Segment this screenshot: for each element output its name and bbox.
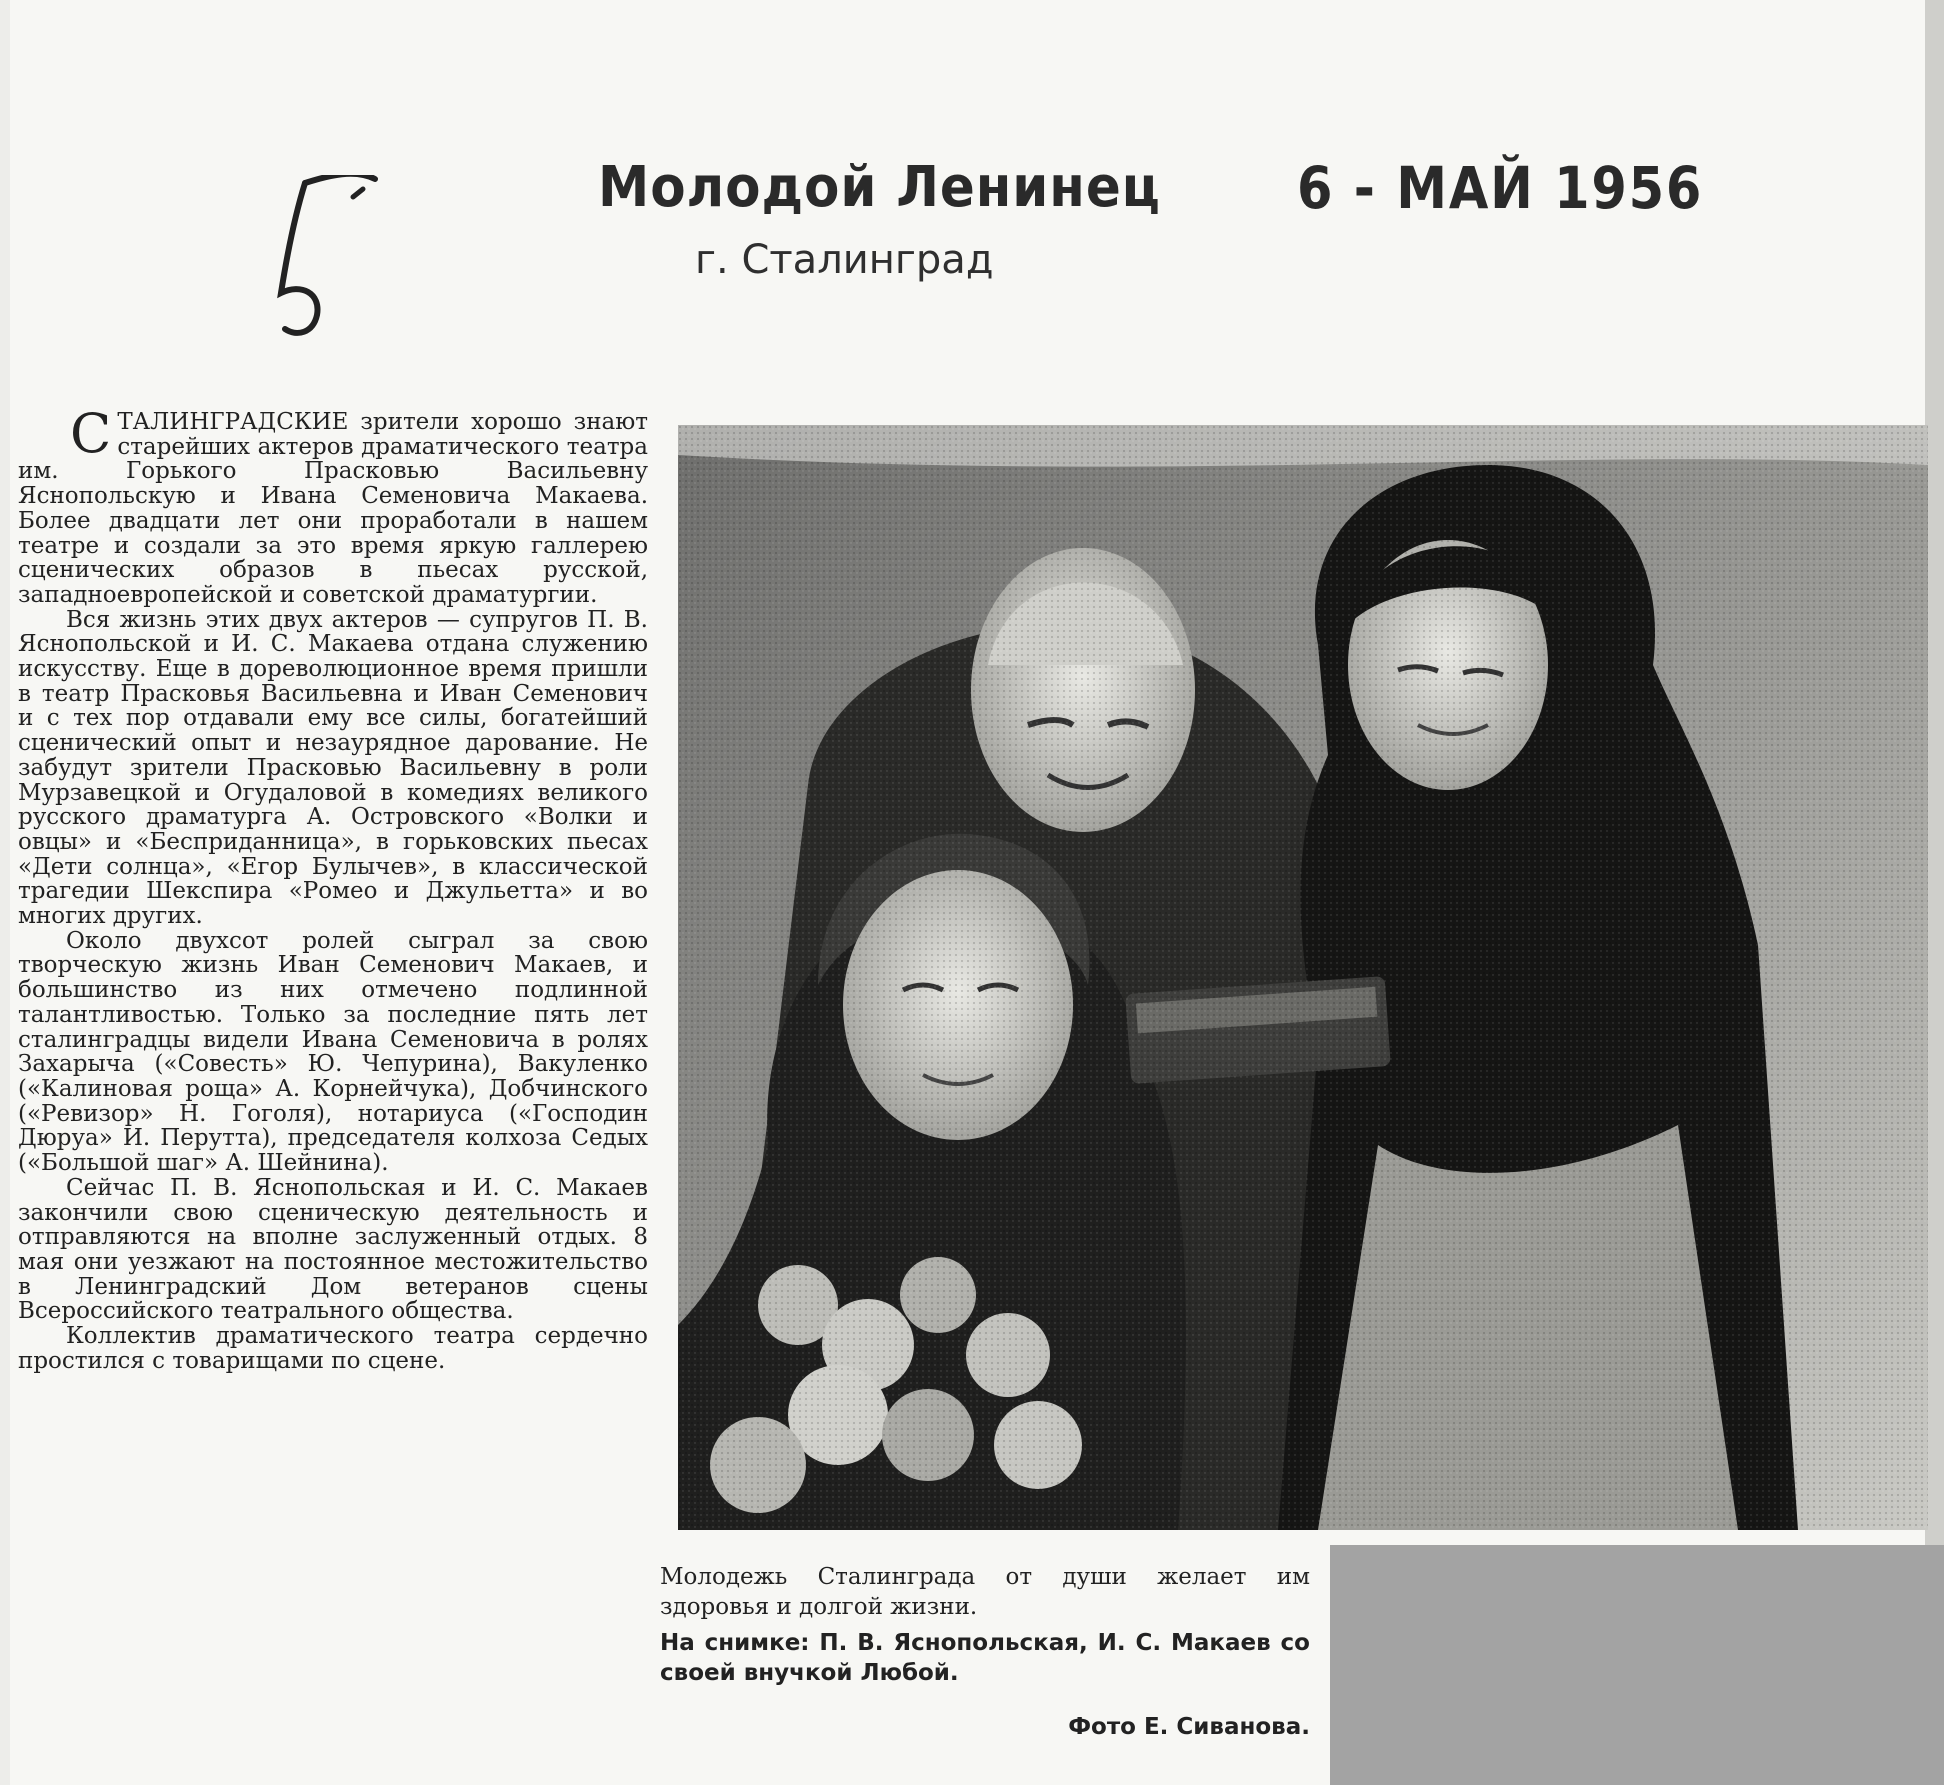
article-paragraph-5: Коллектив драматического театра сердечно простился с товарищами по сцене. — [18, 1323, 648, 1374]
article-paragraph-2: Вся жизнь этих двух актеров — супругов П. В. Яснопольской и И. С. Макаева отдана служению искусству. Еще в дореволюционное время пришли в театр Прасковья Васильевна и Иван Семенович и с тех пор отдавали ему все силы, богатейший сценический опыт и незаурядное дарование. Не забудут зрители Прасковью Васильевну в роли Мурзавецкой и Огудаловой в комедиях великого русского драматурга А. Островского «Волки и овцы» и «Бесприданница», в горьковских пьесах «Дети солнца», «Егор Булычев», в классической трагедии Шекспира «Ромео и Джульетта» и во многих других. — [18, 606, 648, 930]
photo-caption — [660, 1562, 1310, 1742]
photo-credit: Фото Е. Сиванова. — [1068, 1714, 1310, 1740]
article-paragraph-1-text: ТАЛИНГРАДСКИЕ зрители хорошо знают старейших актеров драматического театра им. Горького Прасковью Васильевну Яснопольскую и Ивана Семеновича Макаева. Более двадцати лет они проработали в нашем театре и создали за это время яркую галлерею сценических образов в пьесах русской, западноевропейской и советской драматургии. — [18, 409, 648, 608]
caption-subjects: На снимке: П. В. Яснопольская, И. С. Макаев со своей внучкой Любой. — [660, 1630, 1310, 1686]
scan-background-corner — [1330, 1545, 1944, 1785]
article-paragraph-4: Сейчас П. В. Яснопольская и И. С. Макаев закончили свою сценическую деятельность и отправляются на вполне заслуженный отдых. 8 мая они уезжают на постоянное местожительство в Ленинградский Дом ветеранов сцены Всероссийского театрального общества. — [18, 1174, 648, 1325]
drop-cap: С — [70, 402, 112, 465]
caption-main: Молодежь Сталинграда от души желает им здоровья и долгой жизни. — [660, 1564, 1310, 1620]
article-paragraph-1 — [18, 402, 648, 608]
photo — [678, 425, 1928, 1530]
handwritten-mark — [245, 175, 395, 345]
article-body — [18, 402, 648, 1770]
photo-grain — [678, 425, 1928, 1530]
article-paragraph-3: Около двухсот ролей сыграл за свою творческую жизнь Иван Семенович Макаев, и большинство из них отмечено подлинной талантливостью. Только за последние пять лет сталинградцы видели Ивана Семеновича в ролях Захарыча («Совесть» Ю. Чепурина), Вакуленко («Калиновая роща» А. Корнейчука), Добчинского («Ревизор» Н. Гоголя), нотариуса («Господин Дюруа» И. Перутта), председателя колхоза Седых («Большой шаг» А. Шейнина). — [18, 927, 648, 1177]
city-line: г. Сталинград — [695, 237, 994, 283]
newspaper-title: Молодой Ленинец — [598, 155, 1161, 220]
issue-date: 6 - МАЙ 1956 — [1297, 154, 1704, 222]
